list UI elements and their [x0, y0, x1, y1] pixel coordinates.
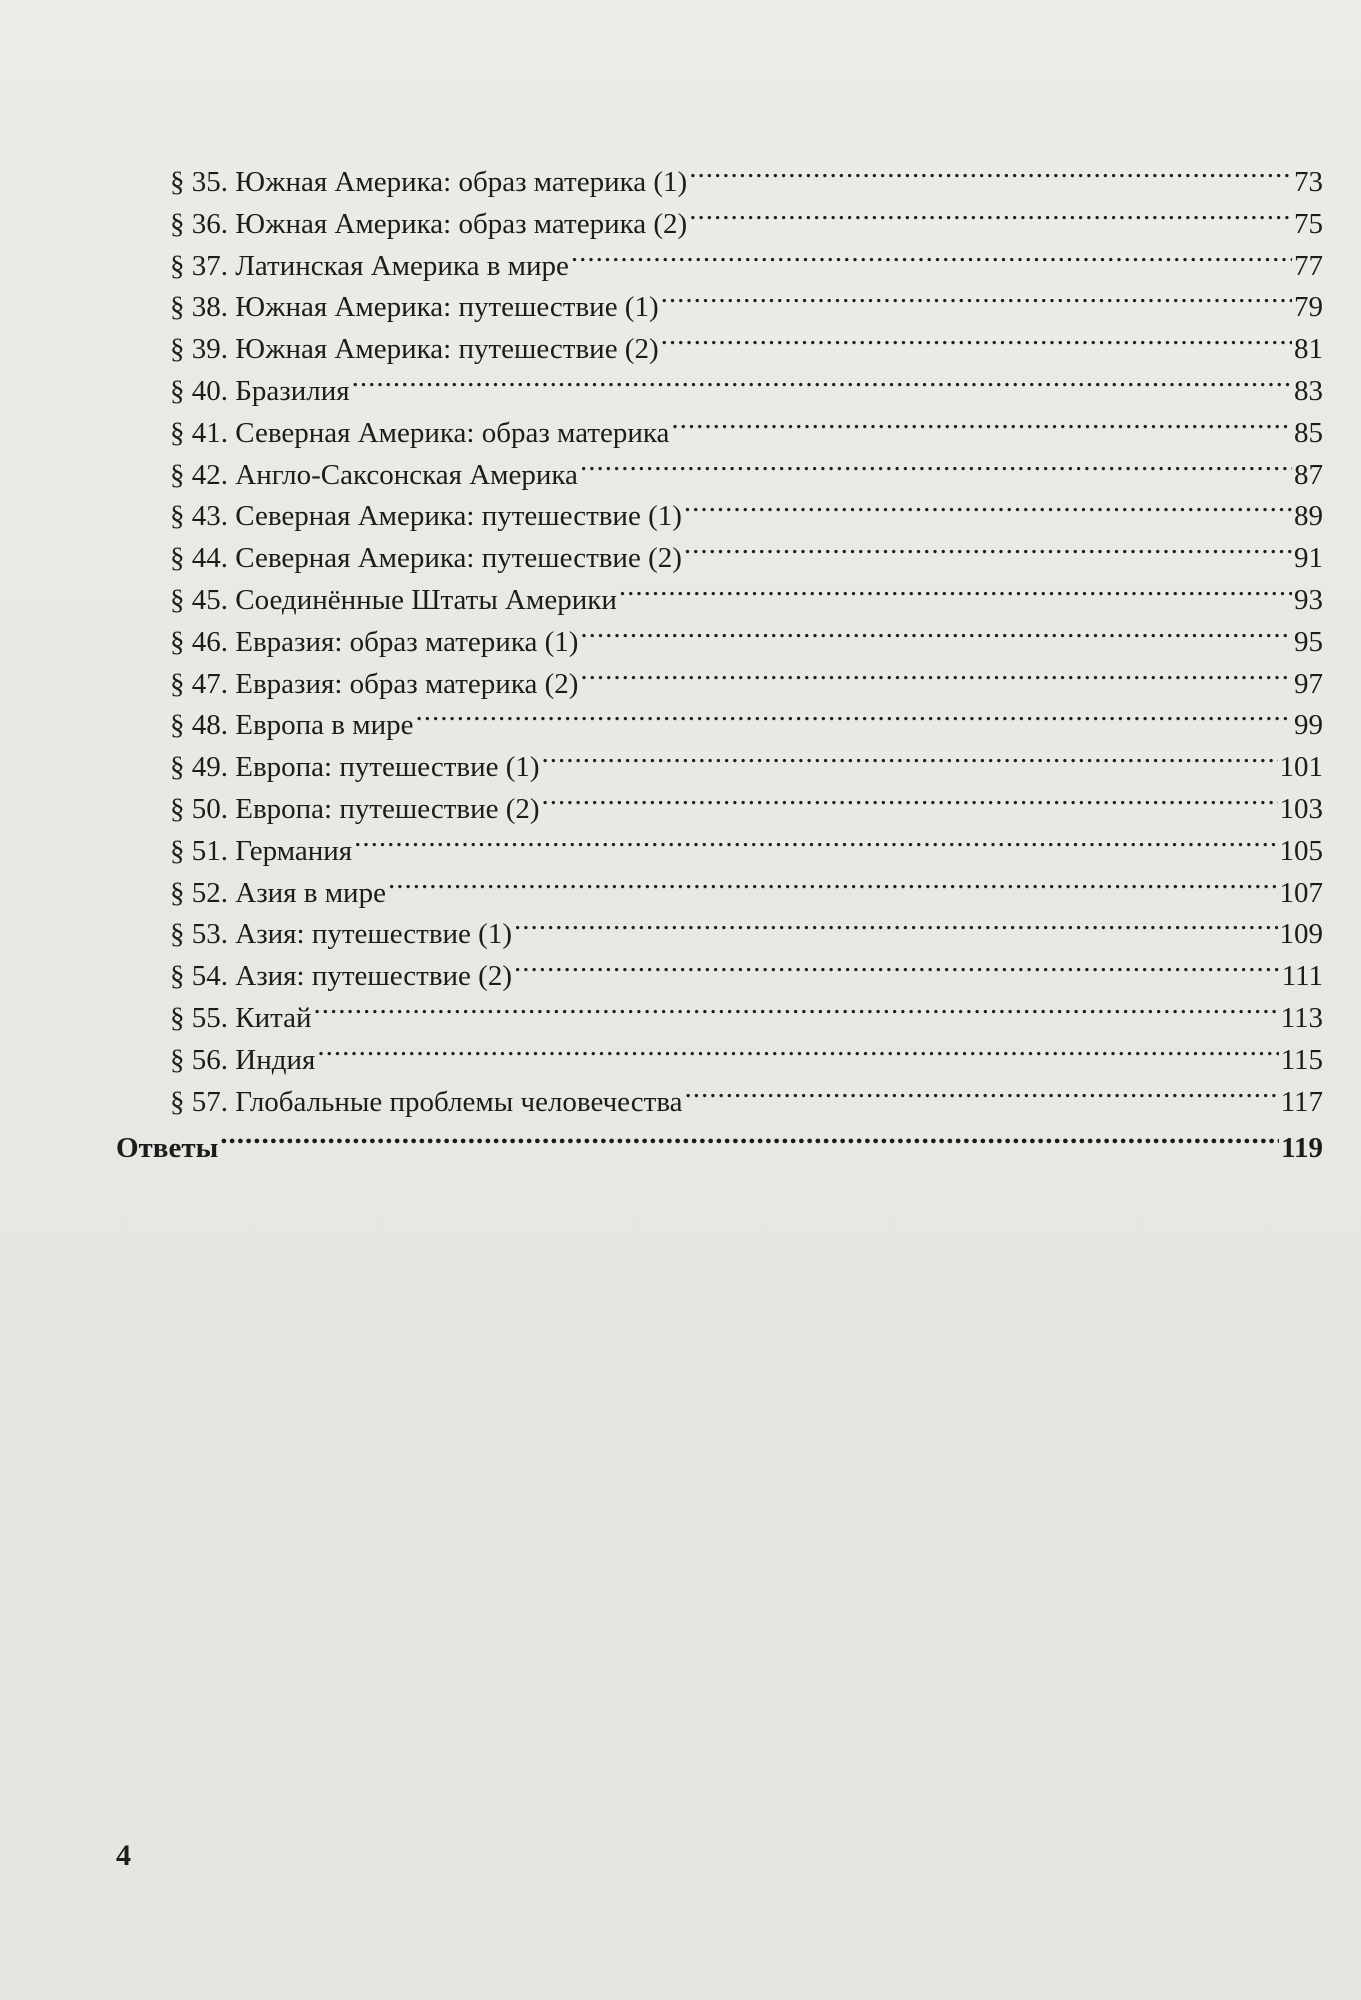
toc-entry	[170, 611, 1323, 658]
toc-entry-page: 101	[1279, 751, 1323, 784]
dot-leader	[661, 318, 1292, 358]
toc-entry-title: § 36. Южная Америка: образ материка (2)	[170, 207, 688, 240]
dot-leader	[388, 862, 1278, 902]
dot-leader	[317, 1029, 1278, 1069]
toc-entry-title: § 41. Северная Америка: образ материка	[170, 416, 670, 449]
toc-entry	[170, 820, 1323, 867]
dot-leader	[671, 402, 1292, 442]
toc-entry-title: § 51. Германия	[170, 834, 353, 867]
toc-entry	[170, 862, 1323, 909]
toc-entry	[170, 653, 1323, 700]
toc-entry-page: 103	[1279, 793, 1323, 825]
toc-entry-title: § 57. Глобальные проблемы человечества	[170, 1085, 683, 1118]
toc-entry-page: 115	[1280, 1043, 1323, 1076]
toc-entry-page: 117	[1280, 1085, 1323, 1118]
toc-entry	[170, 318, 1323, 366]
toc-entry-page: 107	[1279, 876, 1323, 909]
toc-entry-title: § 53. Азия: путешествие (1)	[170, 918, 512, 951]
page-number: 4	[116, 1839, 131, 1872]
toc-entry-title: § 54. Азия: путешествие (2)	[170, 960, 512, 993]
toc-entry-title: § 40. Бразилия	[170, 375, 350, 407]
toc-entry-page: 91	[1294, 542, 1323, 575]
toc-entry-title: § 44. Северная Америка: путешествие (2)	[170, 542, 682, 575]
toc-entry	[170, 151, 1323, 198]
toc-entry	[170, 485, 1323, 533]
toc-entry-title: § 45. Соединённые Штаты Америки	[170, 584, 617, 616]
toc-entry-title: § 39. Южная Америка: путешествие (2)	[170, 333, 659, 366]
toc-entry-page: 99	[1294, 709, 1323, 742]
toc-entry	[170, 694, 1323, 742]
toc-answers-title: Ответы	[116, 1132, 219, 1164]
toc-entry	[170, 402, 1323, 449]
toc-entry-page: 81	[1294, 333, 1323, 366]
toc-entry-title: § 52. Азия в мире	[170, 876, 386, 909]
dot-leader	[220, 1117, 1279, 1157]
toc-entry-page: 95	[1294, 625, 1323, 658]
toc-entry-title: § 56. Индия	[170, 1043, 316, 1076]
toc-entry	[170, 276, 1323, 324]
dot-leader	[684, 485, 1292, 525]
dot-leader	[580, 611, 1292, 651]
toc-entry	[170, 987, 1323, 1034]
toc-entry-page: 89	[1294, 500, 1323, 533]
toc-entry	[170, 903, 1323, 951]
toc-entry	[170, 778, 1323, 825]
toc-entry-page: 83	[1294, 375, 1323, 407]
dot-leader	[580, 444, 1292, 484]
toc-entry-title: § 38. Южная Америка: путешествие (1)	[170, 291, 659, 324]
toc-entry-title: § 48. Европа в мире	[170, 709, 414, 742]
toc-entry-title: § 55. Китай	[170, 1002, 312, 1034]
toc-entry-page: 109	[1279, 918, 1323, 951]
toc-entry-title: § 42. Англо-Саксонская Америка	[170, 458, 578, 491]
dot-leader	[314, 987, 1279, 1027]
dot-leader	[571, 235, 1292, 275]
toc-entry	[170, 527, 1323, 575]
toc-entry-page: 77	[1294, 249, 1323, 282]
toc-entry-page: 87	[1294, 458, 1323, 491]
toc-entry-page: 93	[1294, 584, 1323, 616]
toc-entry	[170, 736, 1323, 784]
dot-leader	[685, 1071, 1279, 1111]
toc-entry	[170, 193, 1323, 240]
dot-leader	[619, 569, 1292, 609]
toc-entry-page: 75	[1294, 207, 1323, 240]
toc-entry-title: § 37. Латинская Америка в мире	[170, 249, 569, 282]
toc-entry	[170, 235, 1323, 282]
toc-entry-title: § 43. Северная Америка: путешествие (1)	[170, 500, 682, 533]
dot-leader	[514, 945, 1280, 985]
dot-leader	[415, 694, 1292, 734]
dot-leader	[542, 736, 1278, 776]
toc-entry-answers	[116, 1117, 1323, 1164]
dot-leader	[514, 903, 1278, 943]
dot-leader	[352, 360, 1292, 400]
toc-entry-page: 113	[1280, 1002, 1323, 1034]
toc-entry-page: 105	[1279, 834, 1323, 867]
toc-entry-page: 73	[1294, 166, 1323, 198]
toc-entry-title: § 46. Евразия: образ материка (1)	[170, 625, 579, 658]
dot-leader	[684, 527, 1292, 567]
toc-entry-page: 111	[1281, 960, 1323, 993]
toc-entry-title: § 47. Евразия: образ материка (2)	[170, 667, 579, 700]
toc-entry-page: 79	[1294, 291, 1323, 324]
dot-leader	[580, 653, 1292, 693]
dot-leader	[689, 151, 1292, 191]
toc-answers-page: 119	[1281, 1132, 1323, 1164]
dot-leader	[689, 193, 1292, 233]
dot-leader	[354, 820, 1277, 860]
toc-entry	[170, 1071, 1323, 1118]
toc-entry	[170, 1029, 1323, 1076]
toc-entry-title: § 50. Европа: путешествие (2)	[170, 793, 540, 825]
toc-entry-page: 97	[1294, 667, 1323, 700]
toc-entry	[170, 360, 1323, 407]
toc-entry-page: 85	[1294, 416, 1323, 449]
toc-entry-title: § 35. Южная Америка: образ материка (1)	[170, 166, 688, 198]
toc-entry	[170, 945, 1323, 993]
toc-entry	[170, 569, 1323, 616]
toc-entry	[170, 444, 1323, 491]
dot-leader	[542, 778, 1278, 818]
dot-leader	[661, 276, 1292, 316]
toc-entry-title: § 49. Европа: путешествие (1)	[170, 751, 540, 784]
